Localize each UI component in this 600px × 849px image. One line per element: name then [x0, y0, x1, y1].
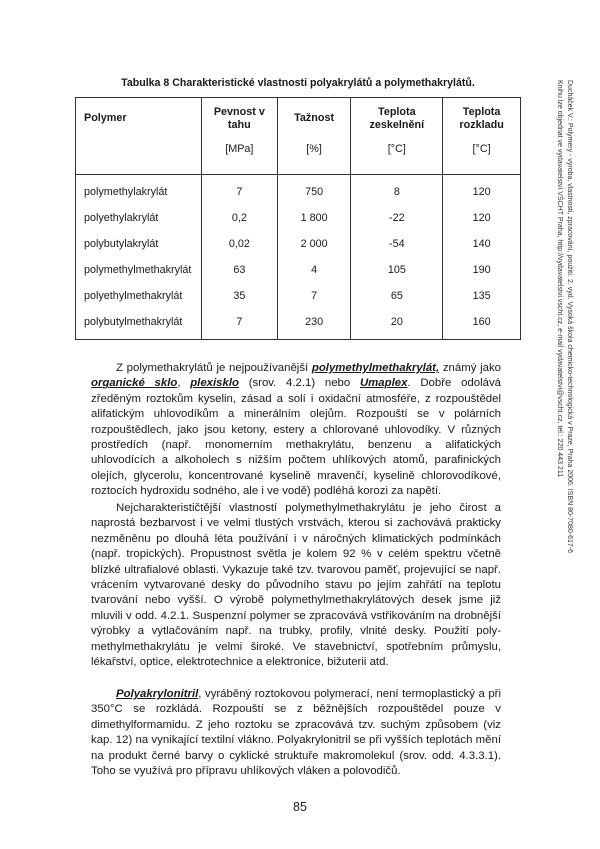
- cell-glass-temp: -22: [351, 205, 443, 231]
- text-run: známý jako: [439, 362, 501, 374]
- cell-polymer: polyethylakrylát: [76, 205, 202, 231]
- cell-ductility: 7: [277, 283, 351, 309]
- citation-sidenote: [554, 80, 574, 640]
- paragraph-pan: [91, 687, 501, 779]
- term-highlight: polymethylmethakrylát,: [311, 362, 440, 374]
- cell-polymer: polyethylmethakrylát: [76, 283, 202, 309]
- cell-glass-temp: 65: [351, 283, 443, 309]
- cell-strength: 7: [201, 175, 277, 206]
- properties-table: [75, 97, 521, 340]
- order-info-line: Knihu lze objednat ve vydavatelství VŠCHT Praha, http://vydavatelstvi.vscht.cz, e-mail vydavatelstvi@vscht.cz, tel.: 220 443 211: [556, 80, 563, 478]
- cell-glass-temp: 20: [351, 309, 443, 340]
- table-row: [76, 309, 521, 340]
- cell-strength: 0,2: [201, 205, 277, 231]
- cell-polymer: polybutylakrylát: [76, 231, 202, 257]
- table-row: [76, 175, 521, 206]
- cell-glass-temp: 8: [351, 175, 443, 206]
- table-row: [76, 283, 521, 309]
- cell-glass-temp: 105: [351, 257, 443, 283]
- text-run: Z polymethakrylátů je nejpoužívanější: [116, 362, 312, 374]
- table-row: [76, 257, 521, 283]
- cell-decomp-temp: 140: [443, 231, 521, 257]
- cell-polymer: polymethylmethakrylát: [76, 257, 202, 283]
- cell-ductility: 750: [277, 175, 351, 206]
- cell-ductility: 2 000: [277, 231, 351, 257]
- cell-ductility: 4: [277, 257, 351, 283]
- cell-decomp-temp: 135: [443, 283, 521, 309]
- cell-decomp-temp: 160: [443, 309, 521, 340]
- term-highlight: organické sklo: [91, 377, 178, 390]
- term-highlight: Polyakrylonitril: [116, 688, 199, 700]
- header-glass-temp: Teplota zeskelnění: [351, 98, 443, 140]
- table-row: [76, 205, 521, 231]
- header-ductility: Tažnost: [277, 98, 351, 140]
- unit-strength: [MPa]: [201, 139, 277, 175]
- cell-decomp-temp: 120: [443, 175, 521, 206]
- header-strength: Pevnost v tahu: [201, 98, 277, 140]
- cell-strength: 35: [201, 283, 277, 309]
- header-row: [76, 98, 521, 140]
- cell-decomp-temp: 120: [443, 205, 521, 231]
- text-run: ,: [177, 377, 191, 390]
- header-polymer: Polymer: [76, 98, 202, 140]
- cell-glass-temp: -54: [351, 231, 443, 257]
- table-row: [76, 231, 521, 257]
- text-run: , vyráběný roztokovou polymerací, není termoplastický a při 350°C se rozkládá. Rozpouští se z běžnějších rozpouštědel pouze v dimethylformamidu. Z jeho roztoku se zpracovává tzv. suchým způsobem (viz kap. 12) na vynikající textilní vlákno. Polyakrylonitril se při vyšších teplotách mění na produkt černé barvy o cyklické struktuře makromolekul (srov. odd. 4.3.3.1). Toho se využívá pro přípravu uhlíkových vláken a polovodičů.: [91, 688, 501, 778]
- units-row: [76, 139, 521, 175]
- table-caption: Tabulka 8 Charakteristické vlastnosti polyakrylátů a polymethakrylátů.: [121, 77, 475, 89]
- cell-polymer: polybutylmethakrylát: [76, 309, 202, 340]
- term-highlight: plexisklo: [190, 377, 239, 390]
- citation-line: Ducháček V.: Polymery - výroba, vlastnosti, zpracování, použití. 2. vyd. Vysoká škola chemicko-technologická v Praze, Praha 2006. ISBN 80-7080-617-6: [566, 80, 573, 553]
- cell-ductility: 1 800: [277, 205, 351, 231]
- paragraph-pmma: [91, 361, 501, 500]
- cell-decomp-temp: 190: [443, 257, 521, 283]
- unit-glass-temp: [°C]: [351, 139, 443, 175]
- cell-strength: 0,02: [201, 231, 277, 257]
- cell-polymer: polymethylakrylát: [76, 175, 202, 206]
- header-decomp-temp: Teplota rozkladu: [443, 98, 521, 140]
- text-run: (srov. 4.2.1) nebo: [238, 377, 360, 390]
- unit-decomp-temp: [°C]: [443, 139, 521, 175]
- cell-strength: 63: [201, 257, 277, 283]
- term-highlight: Umaplex: [359, 377, 408, 390]
- paragraph-pmma-properties: Nejcharakterističtější vlastností polymethylmethakrylátu je jeho čirost a naprostá bezbarvost i ve velmi tlustých vrstvách, kterou si zachovává prakticky nezměněnu po dlouhá léta používání i v náročných klimatických podmínkách (např. tropických). Propustnost světla je kolem 92 % v celém spektru včetně blízké ultrafialové oblasti. Vykazuje také tzv. tvarovou paměť, projevující se např. vrácením vytvarované desky do původního stavu po jejím zahřátí na teplotu tvarování nebo vyšší. O výrobě polymethylmethakrylátových desek jsme již mluvili v odd. 4.2.1. Suspenzní polymer se zpracovává vstřikováním na drobnější výrobky a vytlačováním např. na trubky, profily, vlnité desky. Použití poly-methylmethakrylátu je velmi široké. Ve stavebnictví, spotřebním průmyslu, lékařství, optice, elektrotechnice a elektronice, bižuterii atd.: [91, 502, 501, 669]
- cell-ductility: 230: [277, 309, 351, 340]
- unit-polymer: [76, 139, 202, 175]
- page-number: 85: [293, 800, 307, 814]
- text-run: . Dobře odolává zředěným roztokům kyselin, zásad a solí i oxidační atmosféře, z rozpouštědel alifatickým uhlovodíkům a minerálním olejům. Rozpouští se v polárních rozpouštědlech, jako jsou ketony, estery a chlorované uhlovodíky. V různých prostředích (např. monomerním methakrylátu, benzenu a alifatických uhlovodících a alkoholech s nižším počtem uhlíkových atomů, parafinických olejích, glycerolu, koncentrované kyselině mravenčí, kyselině chlorovodíkové, roztocích hydroxidu sodného, ale i ve vodě) podléhá korozi za napětí.: [91, 377, 501, 498]
- unit-ductility: [%]: [277, 139, 351, 175]
- cell-strength: 7: [201, 309, 277, 340]
